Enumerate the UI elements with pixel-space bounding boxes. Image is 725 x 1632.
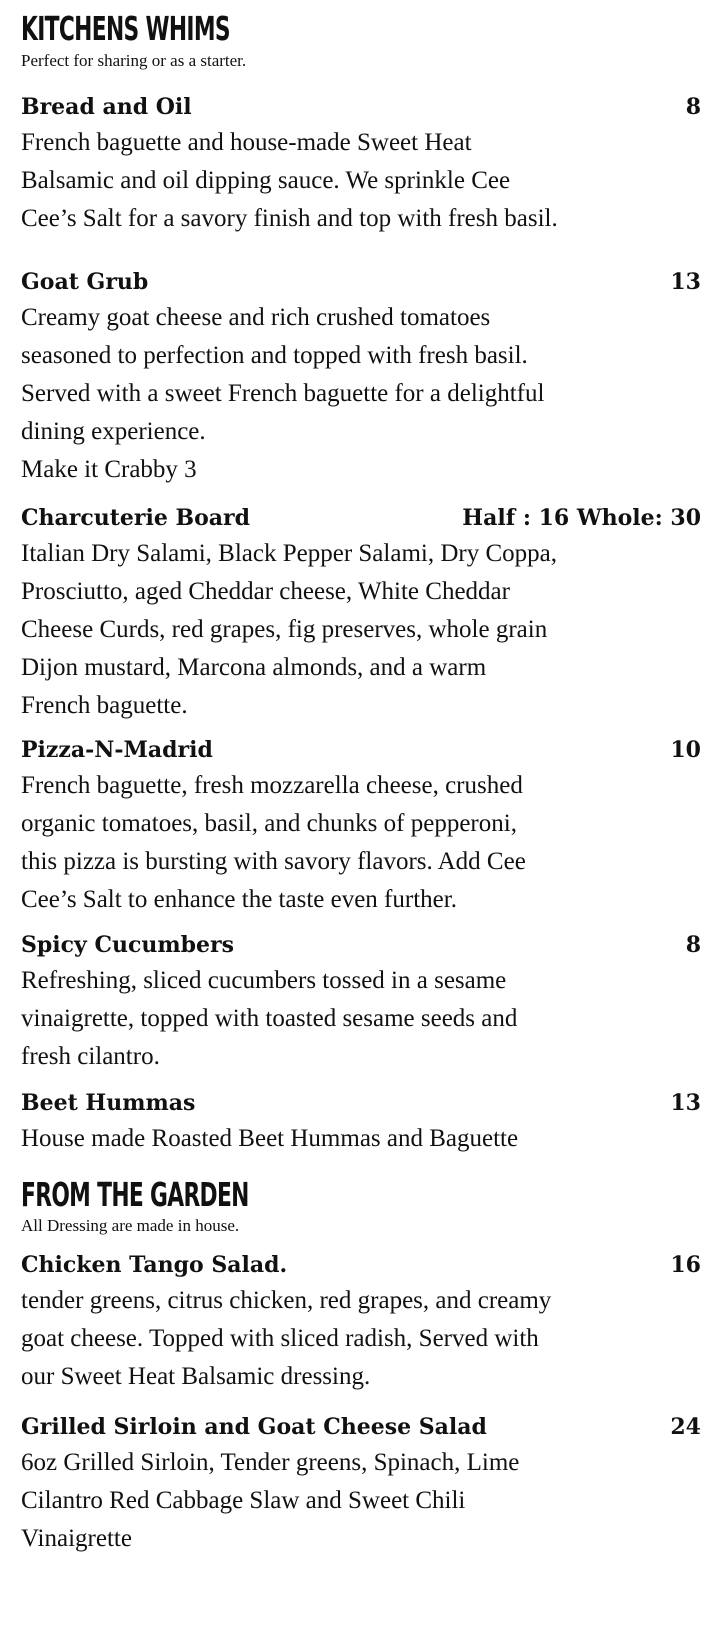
item-name: Bread and Oil	[21, 94, 192, 120]
menu-item-pizza-n-madrid	[21, 737, 701, 919]
item-price: 8	[685, 932, 701, 958]
item-description: French baguette and house-made Sweet Heat Balsamic and oil dipping sauce. We sprinkle Cee Cee’s Salt for a savory finish and top with fresh basil.	[21, 129, 558, 232]
item-description: 6oz Grilled Sirloin, Tender greens, Spinach, Lime Cilantro Red Cabbage Slaw and Sweet Chili Vinaigrette	[21, 1449, 520, 1552]
item-price: 24	[670, 1414, 701, 1440]
item-description: House made Roasted Beet Hummas and Baguette	[21, 1125, 519, 1152]
item-name: Pizza-N-Madrid	[21, 737, 213, 763]
item-name: Grilled Sirloin and Goat Cheese Salad	[21, 1414, 487, 1440]
item-price: Half : 16 Whole: 30	[462, 505, 701, 531]
item-name: Spicy Cucumbers	[21, 932, 234, 958]
section-title-kitchens-whims: KITCHENS WHIMS	[21, 9, 230, 48]
section-title-from-the-garden: FROM THE GARDEN	[21, 1175, 249, 1214]
item-name: Charcuterie Board	[21, 505, 251, 531]
item-description: Creamy goat cheese and rich crushed tomatoes seasoned to perfection and topped with fresh basil. Served with a sweet French baguette for a delightful dining experience.	[21, 304, 545, 445]
item-description: French baguette, fresh mozzarella cheese, crushed organic tomatoes, basil, and chunks of pepperoni, this pizza is bursting with savory flavors. Add Cee Cee’s Salt to enhance the taste even further.	[21, 772, 526, 913]
menu-item-goat-grub	[21, 269, 701, 489]
menu-item-spicy-cucumbers	[21, 932, 701, 1076]
section-subtitle-from-the-garden: All Dressing are made in house.	[21, 1216, 240, 1235]
item-addon: Make it Crabby 3	[21, 456, 197, 483]
item-name: Beet Hummas	[21, 1090, 196, 1116]
menu-item-chicken-tango-salad	[21, 1252, 701, 1396]
menu-item-bread-and-oil	[21, 94, 701, 238]
menu-item-beet-hummas	[21, 1090, 701, 1158]
item-name: Chicken Tango Salad.	[21, 1252, 288, 1278]
item-name: Goat Grub	[21, 269, 149, 295]
item-description: Italian Dry Salami, Black Pepper Salami, Dry Coppa, Prosciutto, aged Cheddar cheese, White Cheddar Cheese Curds, red grapes, fig preserves, whole grain Dijon mustard, Marcona almonds, and a warm French baguette.	[21, 540, 557, 719]
item-price: 13	[670, 1090, 701, 1116]
item-price: 13	[670, 269, 701, 295]
menu-item-charcuterie-board	[21, 505, 701, 725]
menu-item-grilled-sirloin-salad	[21, 1414, 701, 1558]
section-subtitle-kitchens-whims: Perfect for sharing or as a starter.	[21, 51, 247, 70]
item-description: Refreshing, sliced cucumbers tossed in a sesame vinaigrette, topped with toasted sesame seeds and fresh cilantro.	[21, 967, 518, 1070]
item-price: 10	[670, 737, 701, 763]
item-description: tender greens, citrus chicken, red grapes, and creamy goat cheese. Topped with sliced radish, Served with our Sweet Heat Balsamic dressing.	[21, 1287, 552, 1390]
item-price: 16	[670, 1252, 701, 1278]
item-price: 8	[685, 94, 701, 120]
